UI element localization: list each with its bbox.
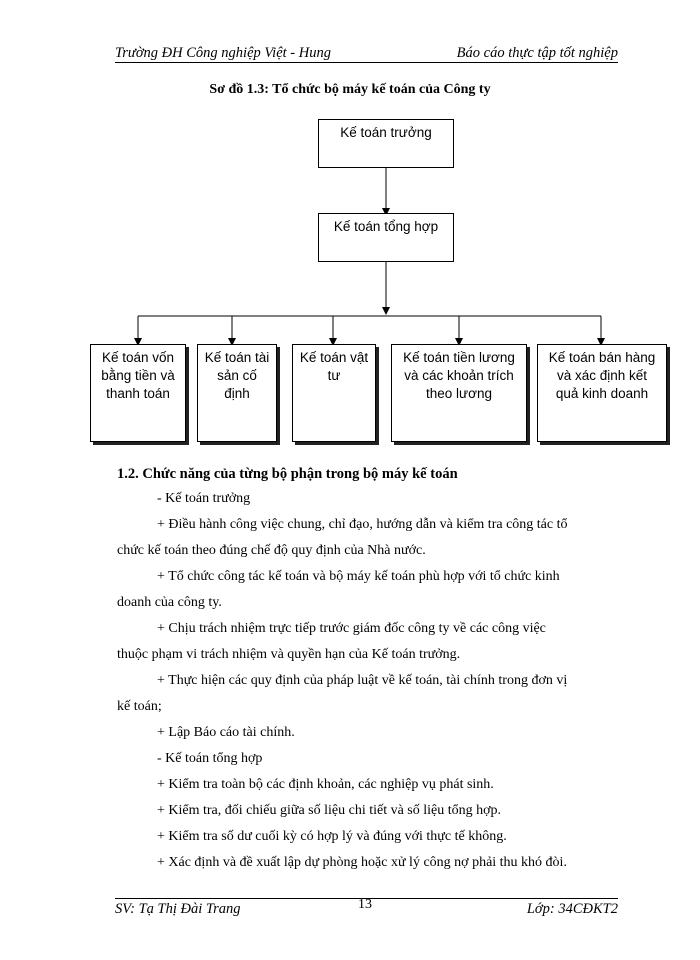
header-school: Trường ĐH Công nghiệp Việt - Hung xyxy=(115,45,331,61)
box-fixed-asset-accountant: Kế toán tài sản cố định xyxy=(197,344,277,442)
text-line: + Tổ chức công tác kế toán và bộ máy kế toán phù hợp với tổ chức kinh xyxy=(157,569,560,584)
text-line: + Chịu trách nhiệm trực tiếp trước giám đốc công ty về các công việc xyxy=(157,621,546,636)
footer-class: Lớp: 34CĐKT2 xyxy=(526,901,618,917)
box-general-accountant: Kế toán tổng hợp xyxy=(318,213,454,262)
text-line: + Kiểm tra toàn bộ các định khoản, các nghiệp vụ phát sinh. xyxy=(157,777,494,792)
text-line: doanh của công ty. xyxy=(117,595,222,610)
box-chief-accountant: Kế toán trưởng xyxy=(318,119,454,168)
page-footer xyxy=(115,898,618,925)
text-line: + Xác định và đề xuất lập dự phòng hoặc xử lý công nợ phải thu khó đòi. xyxy=(157,855,567,870)
diagram-title: Sơ đồ 1.3: Tổ chức bộ máy kế toán của Công ty xyxy=(209,82,491,97)
text-line: chức kế toán theo đúng chế độ quy định của Nhà nước. xyxy=(117,543,426,558)
text-line: + Lập Báo cáo tài chính. xyxy=(157,725,295,740)
text-line: - Kế toán trưởng xyxy=(157,491,251,506)
text-line: + Điều hành công việc chung, chỉ đạo, hướng dẫn và kiểm tra công tác tổ xyxy=(157,517,568,532)
text-line: + Thực hiện các quy định của pháp luật về kế toán, tài chính trong đơn vị xyxy=(157,673,568,688)
box-material-accountant: Kế toán vật tư xyxy=(292,344,376,442)
text-line: kế toán; xyxy=(117,699,162,714)
box-salary-accountant: Kế toán tiền lương và các khoản trích theo lương xyxy=(391,344,527,442)
text-line: - Kế toán tổng hợp xyxy=(157,751,263,766)
section-heading: 1.2. Chức năng của từng bộ phận trong bộ máy kế toán xyxy=(117,466,458,482)
text-line: thuộc phạm vi trách nhiệm và quyền hạn của Kế toán trưởng. xyxy=(117,647,461,662)
text-line: + Kiểm tra số dư cuối kỳ có hợp lý và đúng với thực tế không. xyxy=(157,829,507,844)
text-line: + Kiểm tra, đối chiếu giữa số liệu chi tiết và số liệu tổng hợp. xyxy=(157,803,502,818)
header-report-title: Báo cáo thực tập tốt nghiệp xyxy=(456,45,618,61)
box-sales-accountant: Kế toán bán hàng và xác định kết quả kinh doanh xyxy=(537,344,667,442)
page-number: 13 xyxy=(358,897,372,912)
footer-student: SV: Tạ Thị Đài Trang xyxy=(115,901,241,917)
box-cash-payment-accountant: Kế toán vốn bằng tiền và thanh toán xyxy=(90,344,186,442)
